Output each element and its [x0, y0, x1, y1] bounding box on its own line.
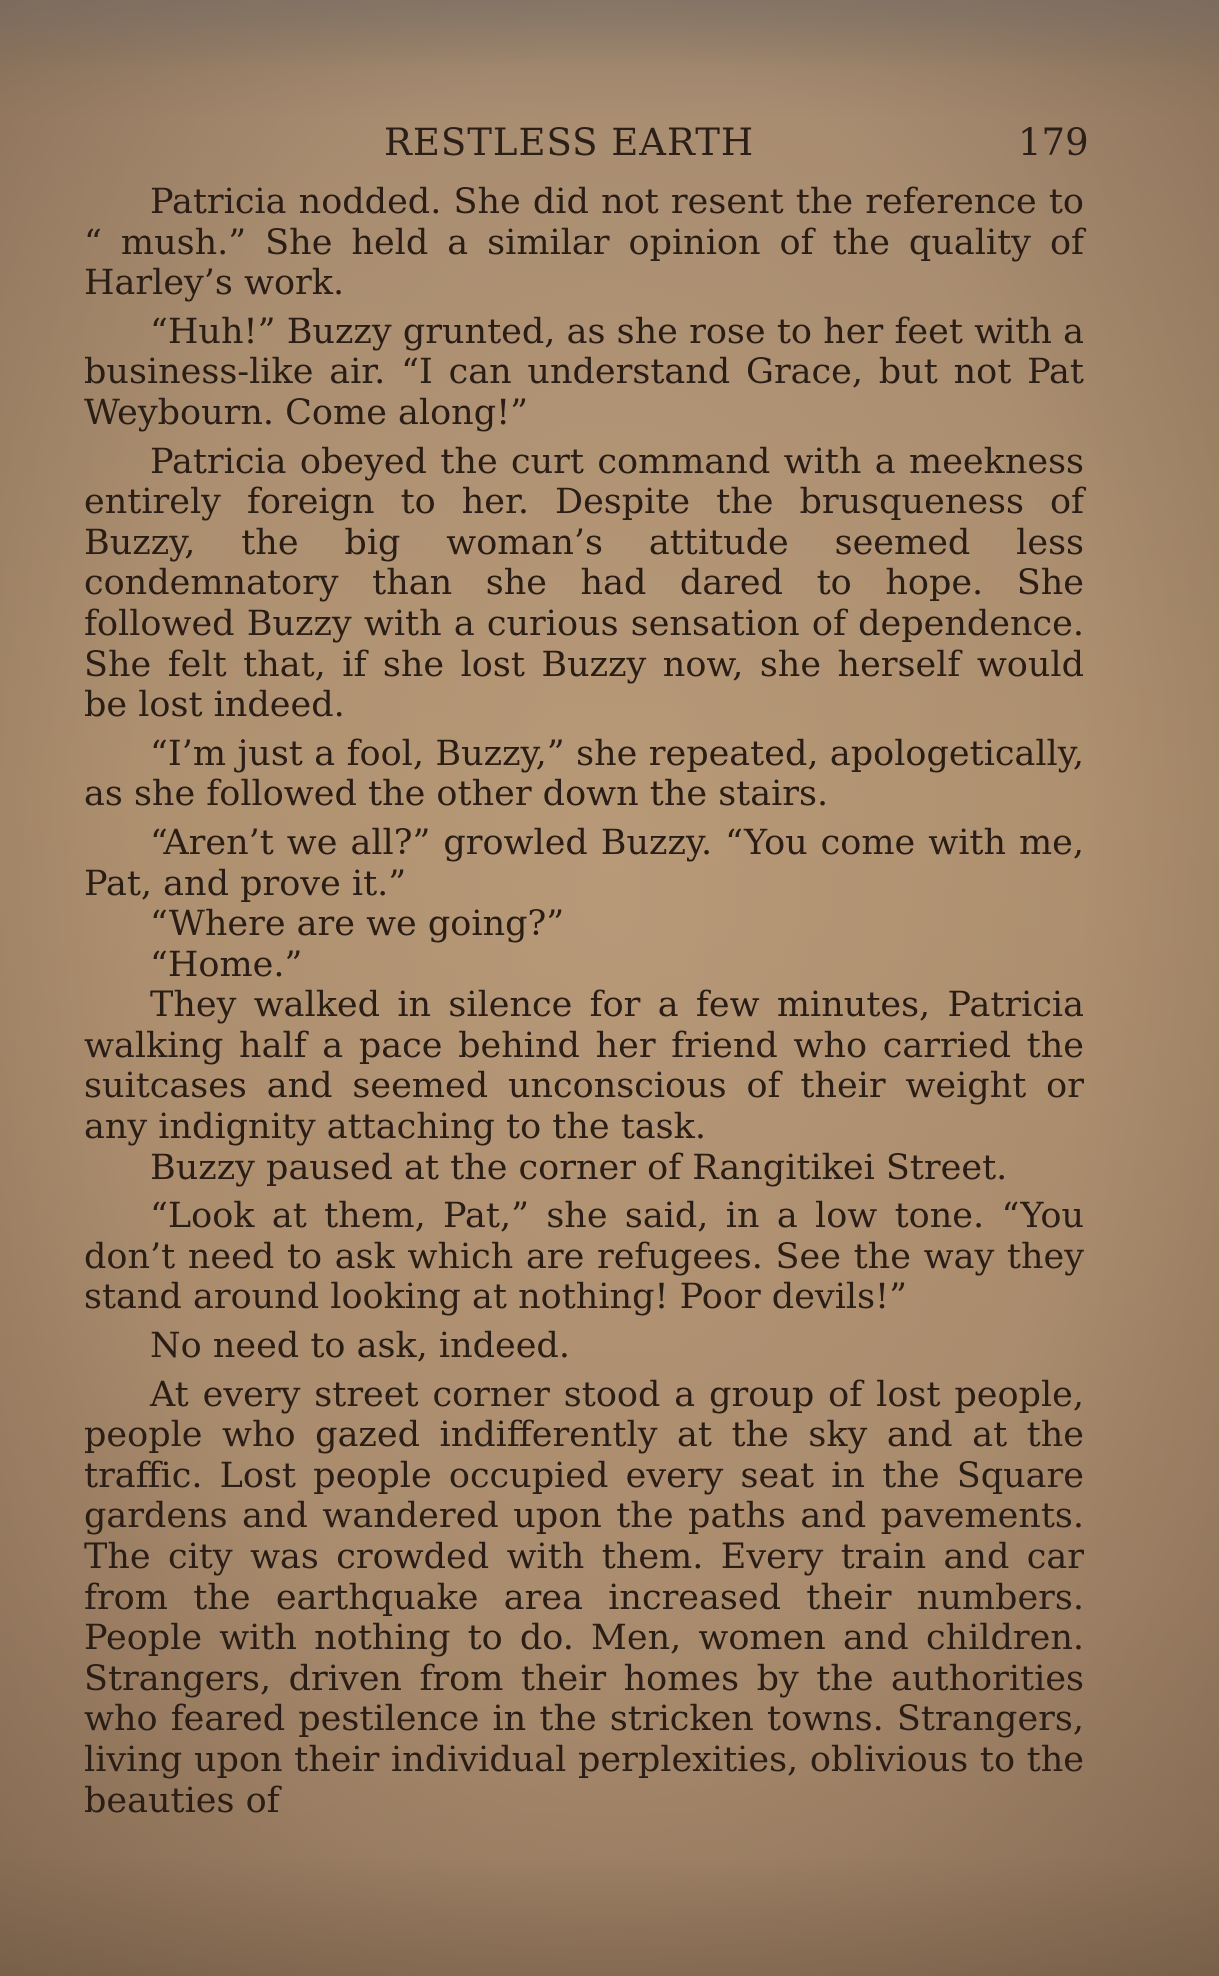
paragraph: No need to ask, indeed.: [150, 1326, 570, 1367]
paragraph: “Home.”: [150, 944, 303, 985]
running-head: RESTLESS EARTH: [384, 121, 755, 164]
paragraph: “Look at them, Pat,” she said, in a low tone. “You don’t need to ask which are refugees. See the way they stand around looking at nothing! Poor devils!”: [84, 1196, 1084, 1318]
paragraph: “Where are we going?”: [150, 904, 565, 945]
paragraph: “Huh!” Buzzy grunted, as she rose to her feet with a business-like air. “I can understand Grace, but not Pat Weybourn. Come along!”: [84, 311, 1084, 433]
paragraph: Patricia obeyed the curt command with a meekness entirely foreign to her. Despite the brusqueness of Buzzy, the big woman’s attitude seemed less condemnatory than she had dared to hope. She followed Buzzy with a curious sensation of dependence. She felt that, if she lost Buzzy now, she herself would be lost indeed.: [84, 441, 1084, 726]
body-text: [84, 182, 1084, 1821]
paragraph: At every street corner stood a group of lost people, people who gazed indifferently at the sky and at the traffic. Lost people occupied every seat in the Square gardens and wandered upon the paths and pavements. The city was crowded with them. Every train and car from the earthquake area increased their numbers. People with nothing to do. Men, women and children. Strangers, driven from their homes by the authorities who feared pestilence in the stricken towns. Strangers, living upon their individual perplexities, oblivious to the beauties of: [84, 1374, 1084, 1821]
paragraph: Patricia nodded. She did not resent the reference to “ mush.” She held a similar opinion of the quality of Harley’s work.: [84, 182, 1084, 304]
paragraph: Buzzy paused at the corner of Rangitikei Street.: [150, 1147, 1008, 1188]
paragraph: “I’m just a fool, Buzzy,” she repeated, apologetically, as she followed the other down the stairs.: [84, 733, 1084, 815]
page-number: 179: [1018, 121, 1089, 164]
paragraph: They walked in silence for a few minutes, Patricia walking half a pace behind her friend who carried the suitcases and seemed unconscious of their weight or any indignity attaching to the task.: [84, 985, 1084, 1148]
page-header: [84, 118, 1089, 168]
paragraph: “Aren’t we all?” growled Buzzy. “You come with me, Pat, and prove it.”: [84, 822, 1084, 904]
